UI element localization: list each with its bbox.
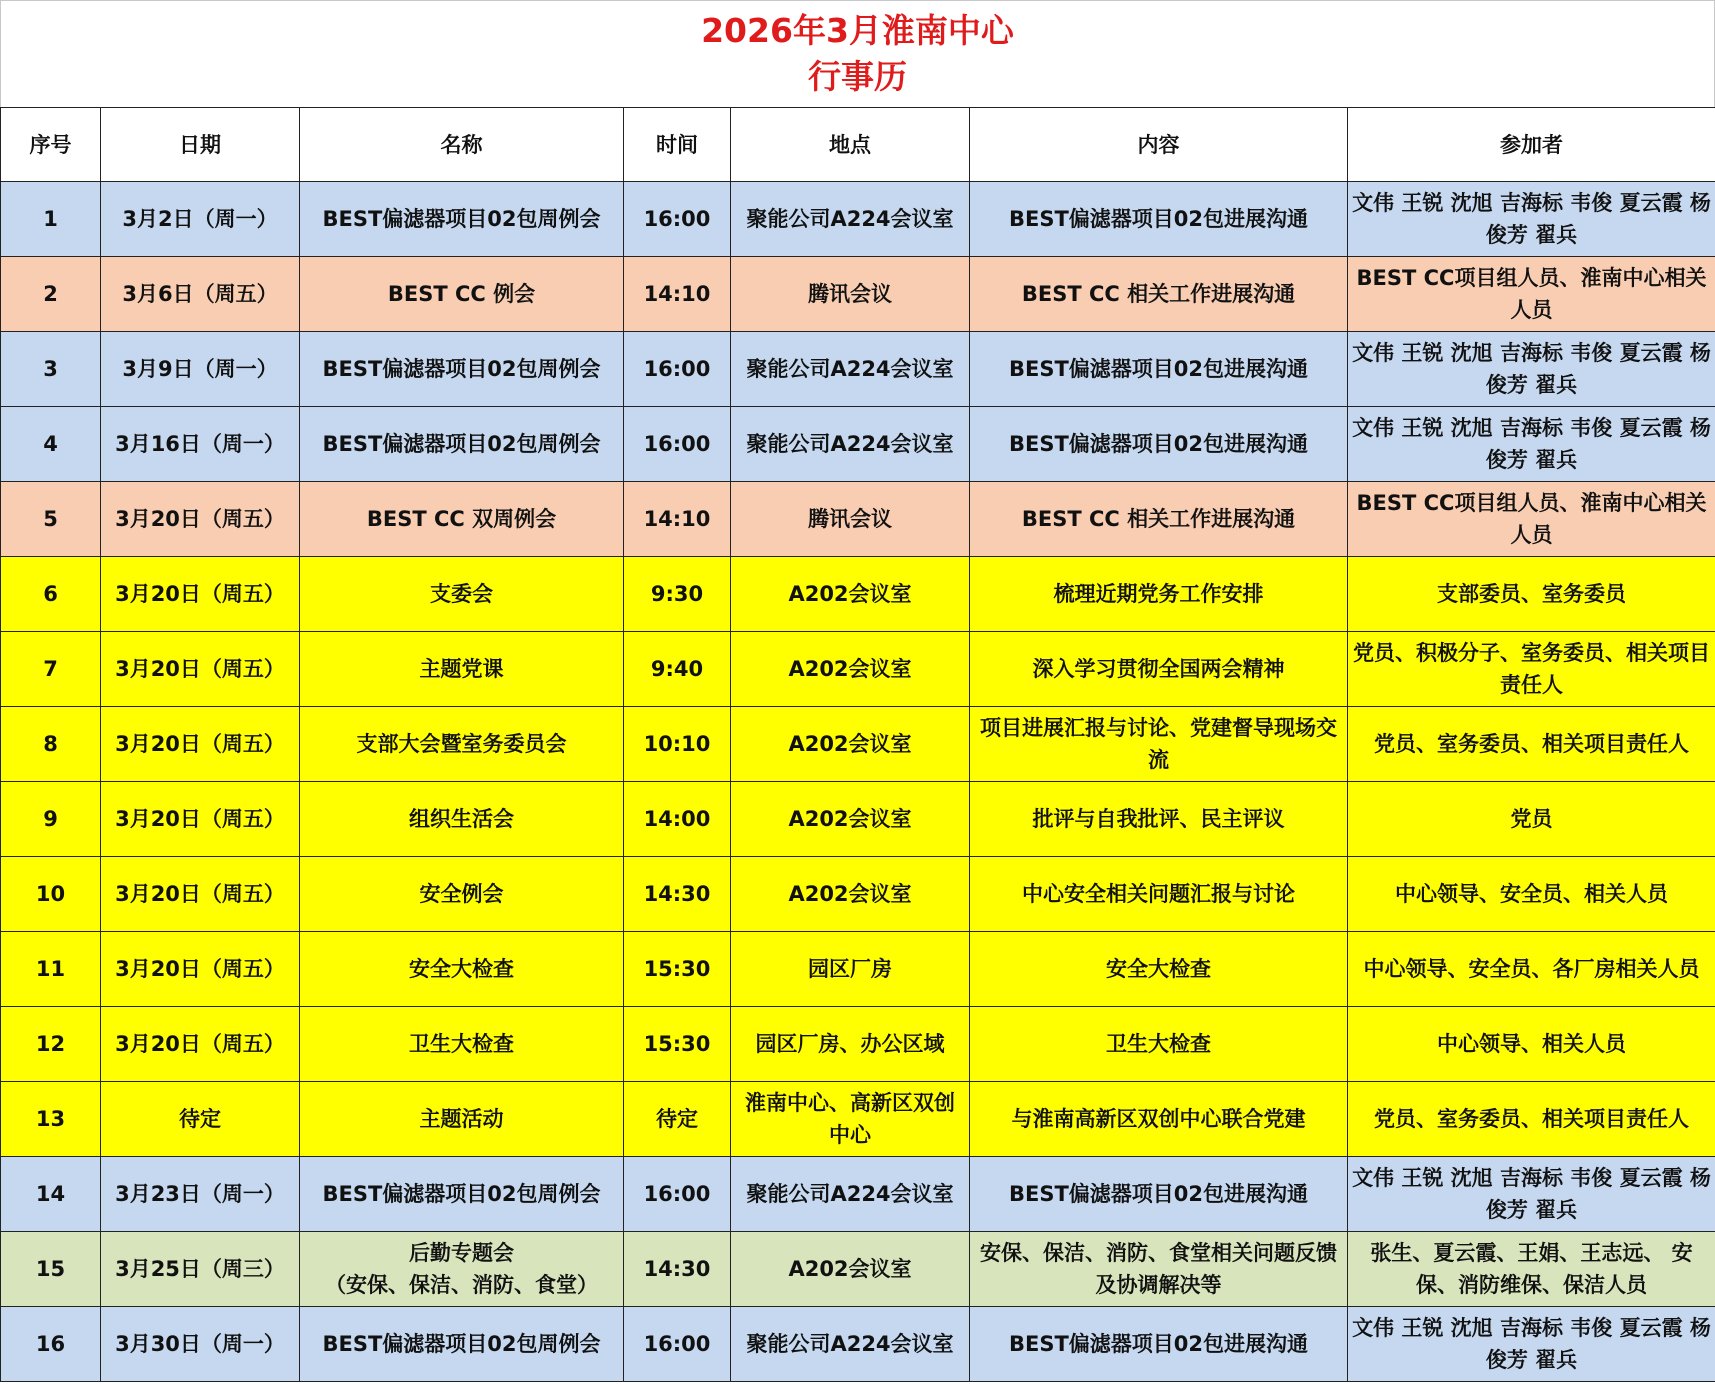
cell-time: 14:00: [624, 782, 731, 857]
cell-date: 3月16日（周一）: [101, 407, 300, 482]
cell-content: BEST偏滤器项目02包进展沟通: [970, 407, 1348, 482]
cell-content: BEST偏滤器项目02包进展沟通: [970, 1157, 1348, 1232]
cell-no: 16: [1, 1307, 101, 1382]
cell-participants: 党员、室务委员、相关项目责任人: [1348, 1082, 1715, 1157]
table-row: [1, 782, 1715, 857]
cell-name: 主题活动: [300, 1082, 624, 1157]
cell-no: 15: [1, 1232, 101, 1307]
cell-no: 11: [1, 932, 101, 1007]
cell-date: 待定: [101, 1082, 300, 1157]
cell-participants: 文伟 王锐 沈旭 吉海标 韦俊 夏云霞 杨俊芳 翟兵: [1348, 1157, 1715, 1232]
cell-no: 14: [1, 1157, 101, 1232]
cell-place: 腾讯会议: [731, 257, 970, 332]
cell-content: 批评与自我批评、民主评议: [970, 782, 1348, 857]
cell-name: 安全例会: [300, 857, 624, 932]
cell-content: 卫生大检查: [970, 1007, 1348, 1082]
cell-date: 3月9日（周一）: [101, 332, 300, 407]
header-row: [1, 108, 1715, 182]
cell-place: A202会议室: [731, 707, 970, 782]
cell-participants: 支部委员、室务委员: [1348, 557, 1715, 632]
cell-date: 3月6日（周五）: [101, 257, 300, 332]
table-row: [1, 482, 1715, 557]
header-no: 序号: [1, 108, 101, 182]
cell-place: A202会议室: [731, 1232, 970, 1307]
cell-time: 9:30: [624, 557, 731, 632]
cell-no: 1: [1, 182, 101, 257]
cell-content: BEST偏滤器项目02包进展沟通: [970, 182, 1348, 257]
table-body: [1, 182, 1715, 1382]
cell-time: 待定: [624, 1082, 731, 1157]
cell-time: 16:00: [624, 182, 731, 257]
cell-content: 与淮南高新区双创中心联合党建: [970, 1082, 1348, 1157]
cell-place: 聚能公司A224会议室: [731, 332, 970, 407]
cell-content: 深入学习贯彻全国两会精神: [970, 632, 1348, 707]
table-row: [1, 707, 1715, 782]
cell-name: BEST偏滤器项目02包周例会: [300, 182, 624, 257]
table-row: [1, 857, 1715, 932]
header-date: 日期: [101, 108, 300, 182]
table-row: [1, 557, 1715, 632]
cell-no: 2: [1, 257, 101, 332]
cell-date: 3月25日（周三）: [101, 1232, 300, 1307]
cell-time: 14:30: [624, 1232, 731, 1307]
cell-place: 淮南中心、高新区双创中心: [731, 1082, 970, 1157]
header-name: 名称: [300, 108, 624, 182]
title-area: [0, 0, 1715, 107]
cell-place: A202会议室: [731, 857, 970, 932]
header-content: 内容: [970, 108, 1348, 182]
cell-place: 园区厂房: [731, 932, 970, 1007]
cell-participants: 中心领导、安全员、各厂房相关人员: [1348, 932, 1715, 1007]
cell-no: 7: [1, 632, 101, 707]
cell-time: 14:30: [624, 857, 731, 932]
cell-date: 3月20日（周五）: [101, 1007, 300, 1082]
cell-no: 3: [1, 332, 101, 407]
cell-time: 14:10: [624, 482, 731, 557]
cell-name: 安全大检查: [300, 932, 624, 1007]
table-row: [1, 407, 1715, 482]
cell-participants: 中心领导、相关人员: [1348, 1007, 1715, 1082]
table-row: [1, 332, 1715, 407]
page-title: 2026年3月淮南中心: [701, 11, 1014, 50]
cell-name: BEST偏滤器项目02包周例会: [300, 407, 624, 482]
cell-place: 腾讯会议: [731, 482, 970, 557]
cell-date: 3月20日（周五）: [101, 557, 300, 632]
cell-time: 10:10: [624, 707, 731, 782]
cell-date: 3月20日（周五）: [101, 857, 300, 932]
cell-place: A202会议室: [731, 632, 970, 707]
cell-no: 9: [1, 782, 101, 857]
cell-place: A202会议室: [731, 782, 970, 857]
cell-date: 3月30日（周一）: [101, 1307, 300, 1382]
cell-date: 3月20日（周五）: [101, 632, 300, 707]
cell-name: 组织生活会: [300, 782, 624, 857]
cell-content: BEST CC 相关工作进展沟通: [970, 482, 1348, 557]
cell-no: 6: [1, 557, 101, 632]
cell-date: 3月20日（周五）: [101, 782, 300, 857]
cell-time: 15:30: [624, 932, 731, 1007]
cell-no: 8: [1, 707, 101, 782]
cell-place: 聚能公司A224会议室: [731, 1307, 970, 1382]
cell-no: 12: [1, 1007, 101, 1082]
cell-participants: 党员、室务委员、相关项目责任人: [1348, 707, 1715, 782]
cell-content: BEST CC 相关工作进展沟通: [970, 257, 1348, 332]
cell-date: 3月20日（周五）: [101, 707, 300, 782]
cell-date: 3月2日（周一）: [101, 182, 300, 257]
cell-content: 项目进展汇报与讨论、党建督导现场交流: [970, 707, 1348, 782]
header-participants: 参加者: [1348, 108, 1715, 182]
cell-participants: 党员: [1348, 782, 1715, 857]
cell-date: 3月20日（周五）: [101, 482, 300, 557]
cell-no: 10: [1, 857, 101, 932]
table-row: [1, 932, 1715, 1007]
cell-participants: 文伟 王锐 沈旭 吉海标 韦俊 夏云霞 杨俊芳 翟兵: [1348, 1307, 1715, 1382]
cell-time: 14:10: [624, 257, 731, 332]
cell-content: 梳理近期党务工作安排: [970, 557, 1348, 632]
table-row: [1, 257, 1715, 332]
cell-time: 16:00: [624, 407, 731, 482]
table-row: [1, 632, 1715, 707]
cell-time: 16:00: [624, 332, 731, 407]
schedule-table: [0, 107, 1715, 1382]
cell-name: BEST CC 例会: [300, 257, 624, 332]
cell-name: BEST CC 双周例会: [300, 482, 624, 557]
cell-time: 9:40: [624, 632, 731, 707]
cell-content: BEST偏滤器项目02包进展沟通: [970, 332, 1348, 407]
cell-participants: BEST CC项目组人员、淮南中心相关人员: [1348, 257, 1715, 332]
table-row: [1, 182, 1715, 257]
table-row: [1, 1232, 1715, 1307]
cell-place: 聚能公司A224会议室: [731, 407, 970, 482]
cell-content: 中心安全相关问题汇报与讨论: [970, 857, 1348, 932]
table-row: [1, 1007, 1715, 1082]
cell-name: 支委会: [300, 557, 624, 632]
cell-no: 4: [1, 407, 101, 482]
cell-participants: 文伟 王锐 沈旭 吉海标 韦俊 夏云霞 杨俊芳 翟兵: [1348, 407, 1715, 482]
header-time: 时间: [624, 108, 731, 182]
cell-name: 支部大会暨室务委员会: [300, 707, 624, 782]
cell-time: 16:00: [624, 1307, 731, 1382]
cell-place: 聚能公司A224会议室: [731, 1157, 970, 1232]
cell-content: BEST偏滤器项目02包进展沟通: [970, 1307, 1348, 1382]
cell-name: BEST偏滤器项目02包周例会: [300, 1307, 624, 1382]
page-subtitle: 行事历: [808, 57, 907, 96]
cell-time: 15:30: [624, 1007, 731, 1082]
cell-content: 安保、保洁、消防、食堂相关问题反馈及协调解决等: [970, 1232, 1348, 1307]
cell-participants: 文伟 王锐 沈旭 吉海标 韦俊 夏云霞 杨俊芳 翟兵: [1348, 182, 1715, 257]
table-row: [1, 1307, 1715, 1382]
cell-content: 安全大检查: [970, 932, 1348, 1007]
cell-participants: 文伟 王锐 沈旭 吉海标 韦俊 夏云霞 杨俊芳 翟兵: [1348, 332, 1715, 407]
cell-time: 16:00: [624, 1157, 731, 1232]
cell-name: 后勤专题会 （安保、保洁、消防、食堂）: [300, 1232, 624, 1307]
cell-name: BEST偏滤器项目02包周例会: [300, 1157, 624, 1232]
cell-participants: 张生、夏云霞、王娟、王志远、 安保、消防维保、保洁人员: [1348, 1232, 1715, 1307]
cell-name: 主题党课: [300, 632, 624, 707]
cell-date: 3月20日（周五）: [101, 932, 300, 1007]
cell-name: 卫生大检查: [300, 1007, 624, 1082]
cell-place: A202会议室: [731, 557, 970, 632]
cell-date: 3月23日（周一）: [101, 1157, 300, 1232]
header-place: 地点: [731, 108, 970, 182]
cell-participants: BEST CC项目组人员、淮南中心相关人员: [1348, 482, 1715, 557]
cell-no: 5: [1, 482, 101, 557]
cell-participants: 党员、积极分子、室务委员、相关项目责任人: [1348, 632, 1715, 707]
cell-name: BEST偏滤器项目02包周例会: [300, 332, 624, 407]
cell-participants: 中心领导、安全员、相关人员: [1348, 857, 1715, 932]
cell-place: 园区厂房、办公区域: [731, 1007, 970, 1082]
cell-place: 聚能公司A224会议室: [731, 182, 970, 257]
table-row: [1, 1082, 1715, 1157]
cell-no: 13: [1, 1082, 101, 1157]
table-row: [1, 1157, 1715, 1232]
